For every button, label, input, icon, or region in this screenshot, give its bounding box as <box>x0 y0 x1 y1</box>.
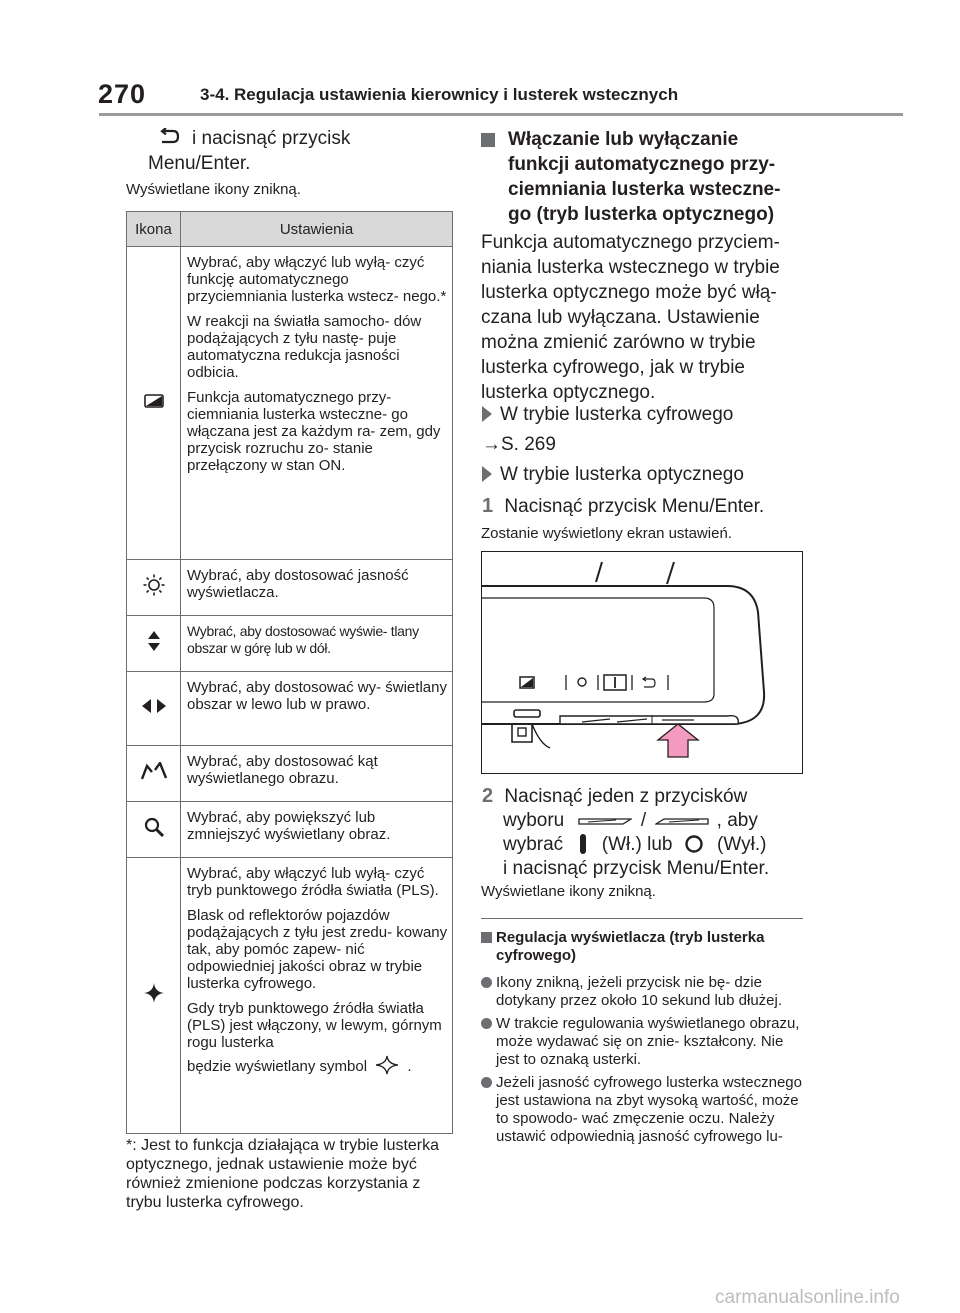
auto-dimming-icon <box>144 394 164 408</box>
triangle-bullet-icon <box>482 406 492 422</box>
intro-line-2: Menu/Enter. <box>148 153 251 174</box>
header-rule <box>99 113 903 116</box>
step-2-wyboru: wyboru <box>503 810 565 831</box>
row-zoom-text: Wybrać, aby powiększyć lub zmniejszyć wyświetlany obraz. <box>187 809 391 843</box>
step-2-line-2 <box>482 809 812 833</box>
row-left-right-text: Wybrać, aby dostosować wy- świetlany obszar w lewo lub w prawo. <box>187 679 447 713</box>
heading-text: Włączanie lub wyłączanie funkcji automatycznego przy- ciemniania lusterka wsteczne- go (tryb lusterka optycznego) <box>508 129 781 225</box>
step-1-note: Zostanie wyświetlony ekran ustawień. <box>481 525 732 542</box>
section-heading <box>481 127 801 227</box>
dot-bullet-icon <box>481 977 492 988</box>
sub-heading-text: Regulacja wyświetlacza (tryb lusterka cyfrowego) <box>496 929 765 964</box>
back-icon <box>157 128 181 146</box>
triangle-bullet-icon <box>482 466 492 482</box>
pls-symbol-icon <box>375 1055 399 1075</box>
row-pls-text-1: Wybrać, aby włączyć lub wyłą- czyć tryb punktowego źródła światła (PLS). <box>187 865 439 899</box>
step-2-line-3 <box>482 833 812 857</box>
list-item <box>481 1074 803 1146</box>
table-row <box>127 672 453 746</box>
sub-heading-square-icon <box>481 932 492 943</box>
step-1-text: Nacisnąć przycisk Menu/Enter. <box>504 496 765 517</box>
page-number: 270 <box>98 79 147 109</box>
table-row <box>127 247 453 560</box>
row-auto-dimming-text-2: W reakcji na światła samocho- dów podążających z tyłu nastę- puje automatyczna redukcja jasności odbicia. <box>187 313 422 381</box>
table-row <box>127 802 453 858</box>
step-2-on: (Wł.) lub <box>601 834 673 855</box>
mode-digital-text: W trybie lusterka cyfrowego <box>500 404 734 425</box>
watermark: carmanualsonline.info <box>715 1287 900 1308</box>
intro-paragraph: Funkcja automatycznego przyciem- niania lusterka wstecznego w trybie lusterka optycznego może być włą- czana lub wyłączana. Ustawienie można zmienić zarówno w trybie lusterka cyfrowego, jak w trybie lusterka optycznego. <box>481 232 780 403</box>
step-2-line-4: i nacisnąć przycisk Menu/Enter. <box>503 858 770 879</box>
table-row <box>127 616 453 672</box>
row-tilt-text: Wybrać, aby dostosować kąt wyświetlanego obrazu. <box>187 753 378 787</box>
step-2-slash: / <box>640 810 647 831</box>
sub-heading <box>481 929 801 965</box>
left-right-icon <box>141 698 167 714</box>
tilt-icon <box>141 762 167 780</box>
table-row <box>127 746 453 802</box>
dot-bullet-icon <box>481 1018 492 1029</box>
note-text-3: Jeżeli jasność cyfrowego lusterka wstecznego jest ustawiona na zbyt wysoką wartość, może to spowodo- wać zmęczenie oczu. Należy ustawić odpowiednią jasność cyfrowego lu- <box>496 1074 802 1145</box>
table-row <box>127 560 453 616</box>
on-bar-icon <box>578 833 588 855</box>
note-text-1: Ikony znikną, jeżeli przycisk nie bę- dzie dotykany przez około 10 sekund lub dłużej. <box>496 974 783 1009</box>
step-1 <box>482 494 764 519</box>
dot-bullet-icon <box>481 1077 492 1088</box>
row-pls-text-last <box>187 1055 448 1075</box>
step-2-off: (Wył.) <box>717 834 767 855</box>
note-text-2: W trakcie regulowania wyświetlanego obrazu, może wydawać się on znie- kształcony. Nie jest to oznaką usterki. <box>496 1015 800 1068</box>
row-auto-dimming-text-1: Wybrać, aby włączyć lub wyłą- czyć funkcję automatycznego przyciemniania lusterka wstecz- nego.* <box>187 254 447 305</box>
settings-table <box>126 211 453 1134</box>
table-row <box>127 858 453 1134</box>
step-2-number: 2 <box>482 785 494 807</box>
row-brightness-text: Wybrać, aby dostosować jasność wyświetlacza. <box>187 567 409 601</box>
row-pls-text-2: Blask od reflektorów pojazdów podążających z tyłu jest zredu- kowany tak, aby pomóc zapew- nić odpowiedniej jakości obraz w trybie lusterka cyfrowego. <box>187 907 448 992</box>
step-2-line-1 <box>482 784 812 809</box>
mirror-illustration <box>481 551 803 774</box>
mode-digital <box>482 403 733 427</box>
off-circle-icon <box>684 834 704 854</box>
notes-list <box>481 974 803 1146</box>
icons-vanish-note: Wyświetlane ikony znikną. <box>126 181 301 198</box>
row-pls-last-line: będzie wyświetlany symbol <box>187 1058 368 1075</box>
column-header-icon: Ikona <box>127 212 181 247</box>
column-header-settings: Ustawienia <box>181 212 453 247</box>
list-item <box>481 1015 803 1069</box>
step-2-note: Wyświetlane ikony znikną. <box>481 883 656 900</box>
pls-icon <box>144 983 164 1003</box>
row-pls-text-3: Gdy tryb punktowego źródła światła (PLS) jest włączony, w lewym, górnym rogu lusterka <box>187 1000 442 1051</box>
footnote: *: Jest to funkcja działająca w trybie lusterka optycznego, jednak ustawienie może być również zmienione podczas korzystania z trybu lusterka cyfrowego. <box>126 1137 440 1211</box>
table-header-row <box>127 212 453 247</box>
step-2 <box>482 784 812 881</box>
subsection-rule <box>481 918 803 919</box>
row-up-down-text: Wybrać, aby dostosować wyświe- tlany obszar w górę lub w dół. <box>187 623 419 656</box>
step-2-wybrac: wybrać <box>503 834 564 855</box>
step-2-aby: , aby <box>716 810 758 831</box>
mode-optical-text: W trybie lusterka optycznego <box>500 464 744 485</box>
row-pls-last-line-end: . <box>407 1058 412 1075</box>
intro-line-1: i nacisnąć przycisk <box>192 128 351 149</box>
left-select-button-icon <box>578 816 632 826</box>
page-reference: →S. 269 <box>482 434 556 455</box>
step-2-line-1-text: Nacisnąć jeden z przycisków <box>504 786 748 807</box>
heading-square-icon <box>481 133 495 147</box>
zoom-icon <box>144 817 164 837</box>
brightness-icon <box>143 574 165 596</box>
mode-optical <box>482 463 744 487</box>
step-1-number: 1 <box>482 495 494 517</box>
list-item <box>481 974 803 1010</box>
up-down-icon <box>147 630 161 652</box>
right-select-button-icon <box>655 816 709 826</box>
row-auto-dimming-text-3: Funkcja automatycznego przy- ciemniania lusterka wsteczne- go włączana jest za każdym ra- zem, gdy przycisk rozruchu zo- stanie przełączony w stan ON. <box>187 389 441 474</box>
section-title: 3-4. Regulacja ustawienia kierownicy i lusterek wstecznych <box>200 85 679 104</box>
